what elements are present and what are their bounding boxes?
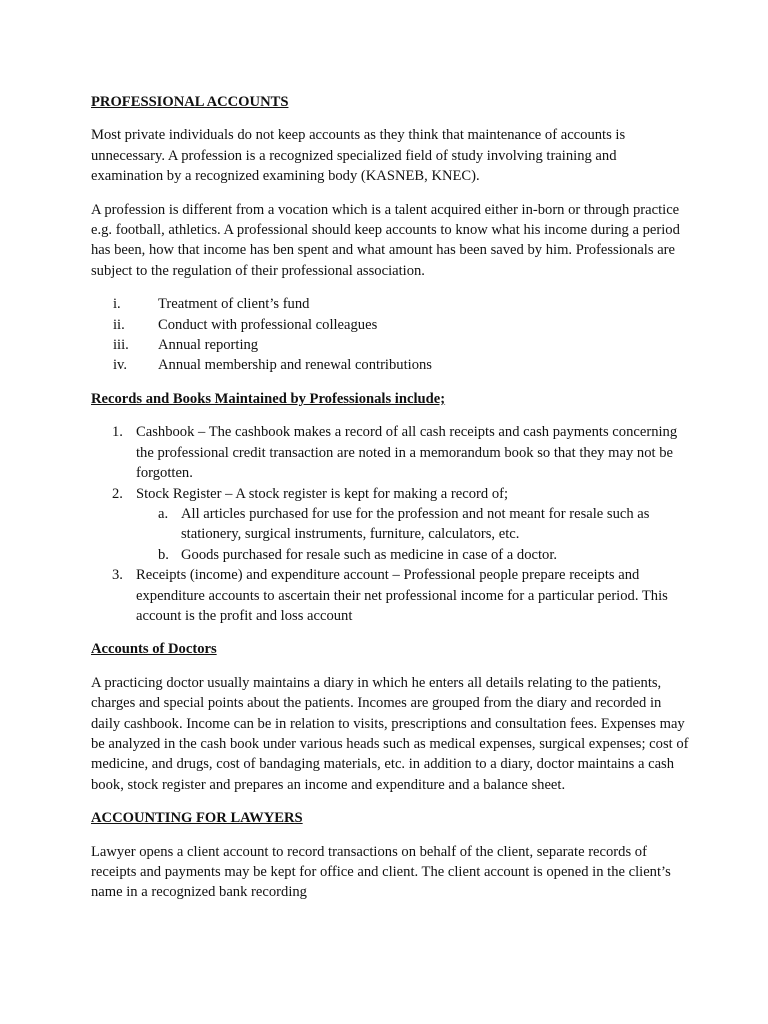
profession-vs-vocation-paragraph: A profession is different from a vocation which is a talent acquired either in-born or through practice e.g. football, athletics. A professional should keep accounts to know what his income during a period has been, how that income has ben spent and what amount has been saved by him. Professionals are subject to the regulation of their professional association. bbox=[91, 201, 680, 279]
list-marker: iii. bbox=[113, 337, 129, 354]
list-item-text: All articles purchased for use for the profession and not meant for resale such as stationery, surgical instruments, furniture, calculators, etc. bbox=[181, 505, 650, 543]
list-item-text: Conduct with professional colleagues bbox=[158, 316, 378, 333]
intro-paragraph: Most private individuals do not keep accounts as they think that maintenance of accounts is unnecessary. A profession is a recognized specialized field of study involving training and examination by a recognized examining body (KASNEB, KNEC). bbox=[91, 127, 626, 185]
stock-register-sublist bbox=[136, 504, 691, 565]
list-item bbox=[91, 294, 691, 314]
list-marker: b. bbox=[158, 546, 169, 563]
regulation-list bbox=[91, 294, 691, 376]
list-item bbox=[91, 484, 691, 566]
list-marker: 3. bbox=[112, 567, 123, 584]
document-page bbox=[91, 92, 691, 916]
list-item bbox=[91, 422, 691, 483]
list-item-text: Treatment of client’s fund bbox=[158, 296, 310, 313]
sub-list-item bbox=[136, 545, 691, 565]
professional-accounts-heading: PROFESSIONAL ACCOUNTS bbox=[91, 94, 289, 110]
sub-list-item bbox=[136, 504, 691, 545]
records-heading: Records and Books Maintained by Professionals include; bbox=[91, 390, 446, 407]
list-item-text: Cashbook – The cashbook makes a record of all cash receipts and cash payments concerning the professional credit transaction are noted in a memorandum book so that they may not be forgotten. bbox=[136, 424, 678, 482]
list-marker: 2. bbox=[112, 485, 123, 502]
records-list bbox=[91, 422, 691, 626]
list-item bbox=[91, 315, 691, 335]
lawyers-heading: ACCOUNTING FOR LAWYERS bbox=[91, 810, 303, 827]
list-item bbox=[91, 335, 691, 355]
list-item bbox=[91, 565, 691, 626]
list-marker: ii. bbox=[113, 316, 125, 333]
list-marker: 1. bbox=[112, 424, 123, 441]
list-item-text: Receipts (income) and expenditure account – Professional people prepare receipts and expenditure accounts to ascertain their net professional income for a particular period. This account is the profit and loss account bbox=[136, 567, 668, 624]
doctors-heading: Accounts of Doctors bbox=[91, 641, 217, 658]
list-item-text: Annual reporting bbox=[158, 337, 259, 354]
list-marker: a. bbox=[158, 505, 169, 522]
list-item bbox=[91, 355, 691, 375]
list-marker: i. bbox=[113, 296, 121, 313]
list-item-text: Goods purchased for resale such as medicine in case of a doctor. bbox=[181, 546, 558, 563]
lawyers-paragraph: Lawyer opens a client account to record transactions on behalf of the client, separate records of receipts and payments may be kept for office and client. The client account is opened in the client’s name in a recognized bank recording bbox=[91, 843, 671, 901]
list-item-text: Stock Register – A stock register is kept for making a record of; bbox=[136, 485, 509, 502]
list-marker: iv. bbox=[113, 357, 128, 374]
list-item-text: Annual membership and renewal contributions bbox=[158, 357, 432, 374]
doctors-paragraph: A practicing doctor usually maintains a diary in which he enters all details relating to the patients, charges and special points about the patients. Incomes are grouped from the diary and recorded in daily cashbook. Income can be in relation to visits, prescriptions and consultation fees. Expenses may be analyzed in the cash book under various heads such as medical expenses, surgical expenses; cost of medicine, and drugs, cost of bandaging materials, etc. in addition to a diary, doctor maintains a cash book, stock register and prepares an income and expenditure and a balance sheet. bbox=[91, 674, 689, 793]
